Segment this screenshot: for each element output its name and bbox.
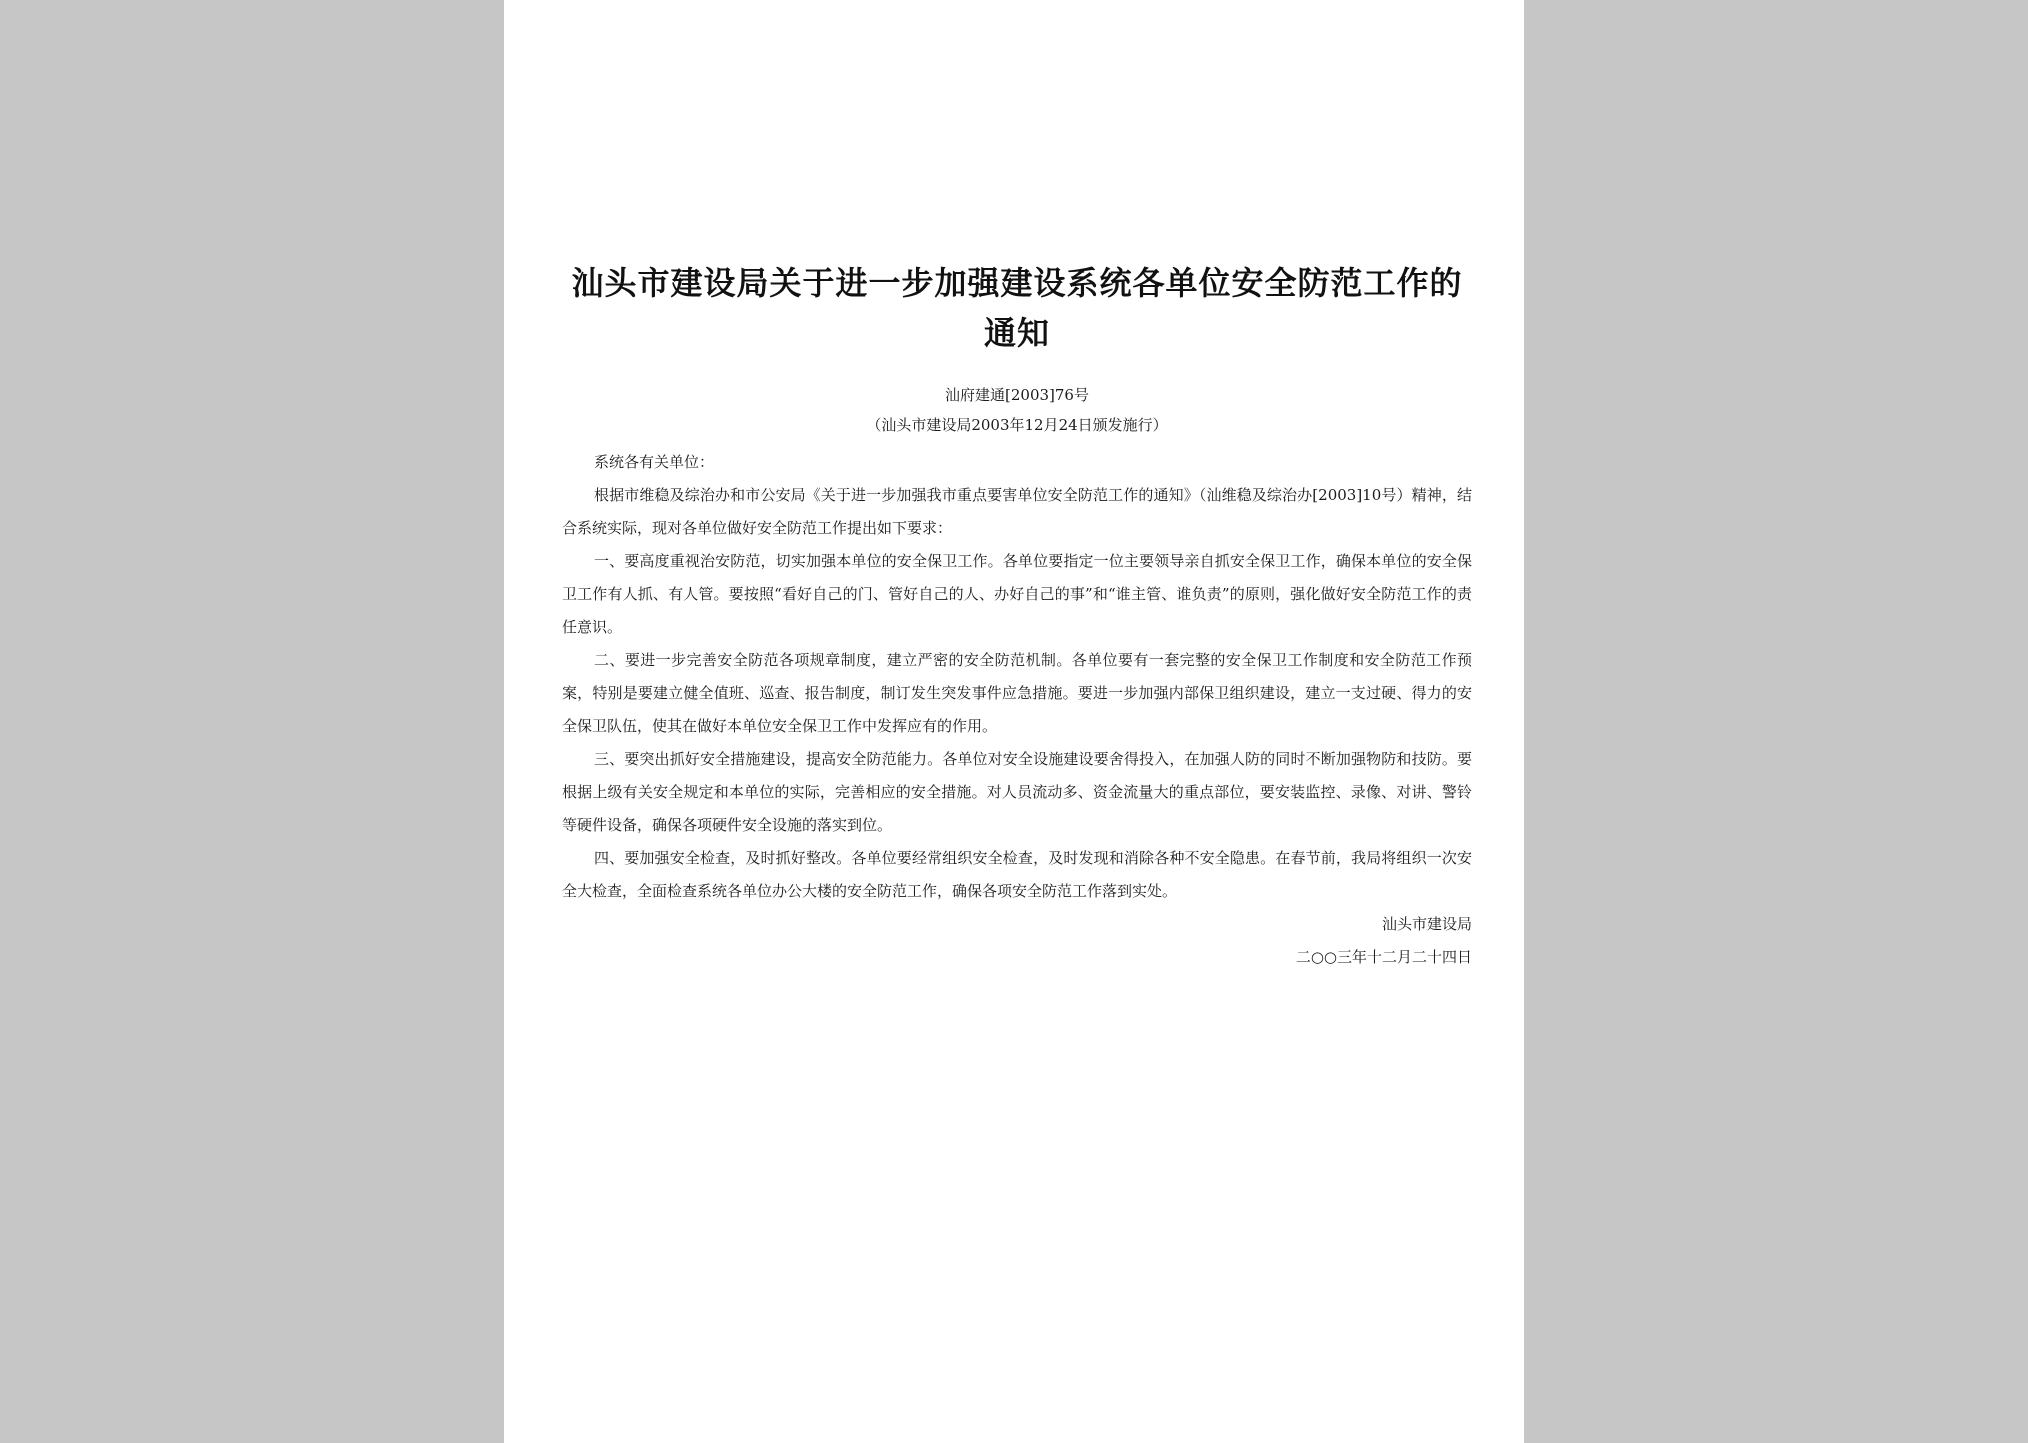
signature-issuer: 汕头市建设局 bbox=[1381, 915, 1472, 933]
signature-date: 二○○三年十二月二十四日 bbox=[1295, 948, 1472, 966]
paragraph-item-3: 三、要突出抓好安全措施建设，提高安全防范能力。各单位对安全设施建设要舍得投入，在加强人防的同时不断加强物防和技防。要根据上级有关安全规定和本单位的实际，完善相应的安全措施。对人员流动多、资金流量大的重点部位，要安装监控、录像、对讲、警铃等硬件设备，确保各项硬件安全设施的落实到位。 bbox=[562, 750, 1472, 834]
paragraph-item-1: 一、要高度重视治安防范，切实加强本单位的安全保卫工作。各单位要指定一位主要领导亲自抓安全保卫工作，确保本单位的安全保卫工作有人抓、有人管。要按照“看好自己的门、管好自己的人、办好自己的事”和“谁主管、谁负责”的原则，强化做好安全防范工作的责任意识。 bbox=[562, 552, 1472, 636]
paragraph-intro: 根据市维稳及综治办和市公安局《关于进一步加强我市重点要害单位安全防范工作的通知》（汕维稳及综治办[2003]10号）精神，结合系统实际，现对各单位做好安全防范工作提出如下要求： bbox=[562, 486, 1472, 537]
paragraph-item-2: 二、要进一步完善安全防范各项规章制度，建立严密的安全防范机制。各单位要有一套完整的安全保卫工作制度和安全防范工作预案，特别是要建立健全值班、巡查、报告制度，制订发生突发事件应急措施。要进一步加强内部保卫组织建设，建立一支过硬、得力的安全保卫队伍，使其在做好本单位安全保卫工作中发挥应有的作用。 bbox=[562, 651, 1472, 735]
document-number: 汕府建通[2003]76号 bbox=[945, 386, 1089, 404]
paragraph-item-4: 四、要加强安全检查，及时抓好整改。各单位要经常组织安全检查，及时发现和消除各种不安全隐患。在春节前，我局将组织一次安全大检查，全面检查系统各单位办公大楼的安全防范工作，确保各项安全防范工作落到实处。 bbox=[562, 849, 1472, 900]
document-page bbox=[504, 0, 1524, 1443]
issue-note: （汕头市建设局2003年12月24日颁发施行） bbox=[866, 416, 1168, 434]
document-title: 汕头市建设局关于进一步加强建设系统各单位安全防范工作的通知 bbox=[571, 264, 1463, 352]
salutation: 系统各有关单位： bbox=[594, 453, 715, 471]
document-content bbox=[562, 258, 1472, 974]
